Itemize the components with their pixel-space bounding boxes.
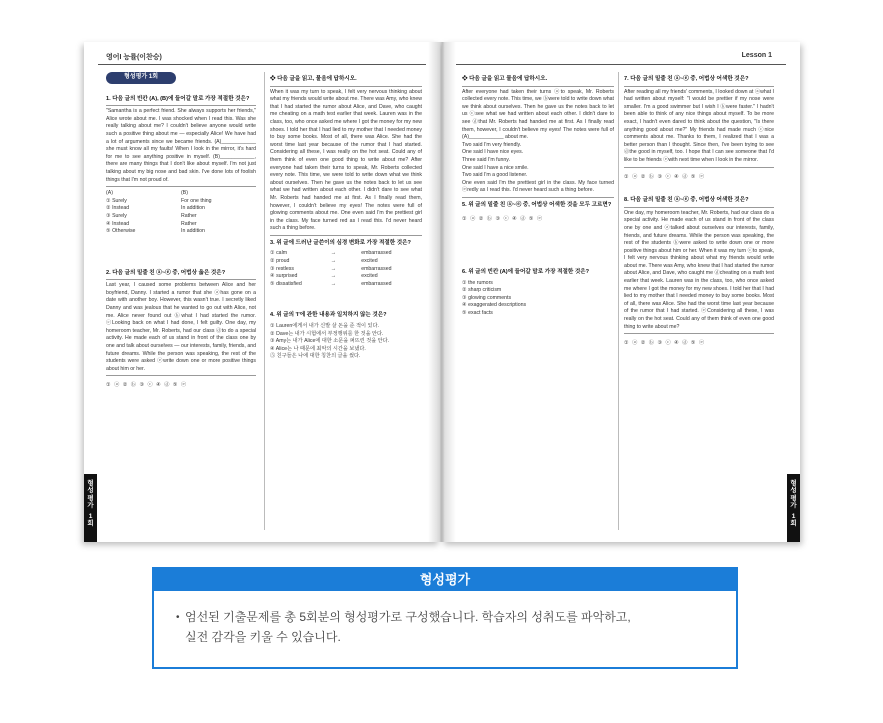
directions-title: ❖ 다음 글을 읽고, 물음에 답하시오. xyxy=(270,76,357,82)
question-5-answers: ① ⓐ ② ⓑ ③ ⓒ ④ ⓓ ⑤ ⓔ xyxy=(462,215,544,222)
header-divider xyxy=(456,64,786,65)
question-3-options xyxy=(270,250,422,288)
section-badge: 형성평가 1회 xyxy=(106,72,176,84)
option-item: ① the rumors xyxy=(462,279,493,286)
option-item: ② Dave는 내가 시험에서 부정행위를 한 것을 안다. xyxy=(270,330,384,337)
question-4-title: 4. 위 글의 'I'에 관한 내용과 일치하지 않는 것은? xyxy=(270,312,387,319)
question-4-options xyxy=(270,323,422,361)
reading-passage: When it was my turn to speak, I felt very nervous thinking about what my friends would write about me. There was Amy, who knew that I had started the rumor about Alice, and Dave, who caught me cheating on a math test earlier that week. Lauren was in the class, too, who once asked me where I got the money for my new shoes. I told her that I had lied to my mother that I needed money to buy some books. Most of all, there was Alice. She had the worst time last year because of the rumor that I had started. Considering all these, I was really on the hot seat. Could any of them think of even one good thing to write about me? After everyone had taken their turns to speak, Mr. Roberts collected every note. This time, we were told to write down what we think about ourselves. Then he gave us the notes back to let us see what we had written about each other. I didn't dare to see what Mr. Roberts had handed me at first. As I finally read them, however, I couldn't believe my eyes! The notes were full of glowing comments about me. One even said I'm the prettiest girl in the class. My face turned red as I read this. I'd never heard such a thing before. xyxy=(270,86,422,236)
left-column-1 xyxy=(106,72,256,530)
question-5-title: 5. 위 글의 밑줄 친 ⓐ~ⓔ 중, 어법상 어색한 것을 모두 고르면? xyxy=(462,201,612,208)
side-tab-left: 형 성 평 가 1 회 xyxy=(84,474,97,542)
question-6-options xyxy=(462,280,614,318)
option-row: ③ restless → embarrassed xyxy=(270,265,392,272)
option-row: ③ Surely Rather xyxy=(106,212,197,219)
option-item: ③ Amy는 내가 Alice에 대한 소문을 퍼뜨린 것을 안다. xyxy=(270,338,390,345)
option-row: ① Surely For one thing xyxy=(106,197,212,204)
option-row: ① calm → embarrassed xyxy=(270,250,392,257)
right-page xyxy=(442,42,800,542)
info-line-2: 실전 감각을 키울 수 있습니다. xyxy=(185,630,341,644)
option-item: ④ Alice는 나 때문에 최악의 시간을 보냈다. xyxy=(270,345,366,352)
question-8-title: 8. 다음 글의 밑줄 친 ⓐ~ⓔ 중, 어법상 어색한 것은? xyxy=(624,197,749,204)
option-row: ② Instead In addition xyxy=(106,205,205,212)
question-6-title: 6. 위 글의 빈칸 (A)에 들어갈 말로 가장 적절한 것은? xyxy=(462,269,590,276)
textbook-spread xyxy=(84,42,800,542)
option-row: ② proud → excited xyxy=(270,258,378,265)
directions-title: ❖ 다음 글을 읽고 물음에 답하시오. xyxy=(462,76,548,82)
option-row: ④ Instead Rather xyxy=(106,220,197,227)
reading-passage: After everyone had taken their turns ⓐto speak, Mr. Roberts collected every note. This time, we ⓑwere told to write down what we think about ourselves. Then he gave us the notes back to let us ⓒsee what we had written about each other. I didn't dare to see ⓓthat Mr. Roberts had handed me at first. As I finally read them, however, I couldn't believe my eyes! The notes were full of (A)____________ about me. Two said I'm very friendly. One said I have nice eyes. Three said I'm funny. One said I have a nice smile. Two said I'm a good listener. One even said I'm the prettiest girl in the class. My face turned ⓔredly as I read this. I'd never heard such a thing before. xyxy=(462,86,614,198)
question-8-passage: One day, my homeroom teacher, Mr. Roberts, had our class do a special activity. He made each of us stand in front of the class one by one and ⓐtalked about ourselves our interests, family, friends, and future dreams. While the person was speaking, the rest of the students ⓑwere asked to write down one or more positive things about him or her. When it was my turn ⓒto speak, I felt very nervous thinking about what my friends would write about me. There was Amy, who knew that I had started the rumor about Alice, and Dave, who caught me ⓓcheating on a math test earlier that week. Lauren was in the class, too, who once asked me where I got the money for my new shoes. I told her that I had lied to my mother that I needed money to buy some books. Most of all, there was Alice. She had the worst time last year because of the rumor that I had started. ⓔConsidering all these, I was really on the hot seat. Could any of them think of even one good thing to write about me? xyxy=(624,207,774,335)
side-tab-right: 형 성 평 가 1 회 xyxy=(787,474,800,542)
question-7-passage: After reading all my friends' comments, I looked down at ⓐwhat I had written about myself: "I would be prettier if my nose were smaller. I'm a good swimmer but I wish I ⓑwere faster." I hadn't been able to think of any nice things about myself. To be more exact, I hadn't even dared to think about the question, "Is there anything good about me?" My friends had made much ⓒnice comments about me. Thanks to them, I realized that I was a better person than I thought. Since then, I've been trying to see ⓓthe good in myself, too. I hope that I can see someone that I'd like to be friends ⓔwith next time when I look in the mirror. xyxy=(624,86,774,168)
options-header: (A) (B) xyxy=(106,190,188,197)
option-row: ⑤ Otherwise In addition xyxy=(106,228,205,235)
option-item: ⑤ exact facts xyxy=(462,310,493,317)
option-row: ⑤ dissatisfied → embarrassed xyxy=(270,280,392,287)
question-1-title: 1. 다음 글의 빈칸 (A), (B)에 들어갈 말로 가장 적절한 것은? xyxy=(106,95,250,102)
bullet-icon: • xyxy=(176,612,180,623)
option-row: ④ surprised → excited xyxy=(270,273,378,280)
option-item: ② sharp criticism xyxy=(462,287,502,294)
info-box-body xyxy=(154,591,736,647)
question-8-answers: ① ⓐ ② ⓑ ③ ⓒ ④ ⓓ ⑤ ⓔ xyxy=(624,340,706,347)
question-7-answers: ① ⓐ ② ⓑ ③ ⓒ ④ ⓓ ⑤ ⓔ xyxy=(624,173,706,180)
right-column-1 xyxy=(462,72,614,530)
question-1-options xyxy=(106,190,256,236)
header-divider xyxy=(98,64,426,65)
option-item: ③ glowing comments xyxy=(462,294,512,301)
question-1-passage: "Samantha is a perfect friend. She always supports her friends," Alice wrote about me. I was shocked when I read this. Was she really talking about me? I couldn't believe anyone would write such a positive thing about me — especially Alice! We have had a lot of arguments since we became friends. (A)____________ she must know all my faults! When I look in the mirror, it's hard for me to see anything positive in myself. (B)____________, there are many things that I don't like about myself. I'm not just talking about my big nose and bad skin. I've done lots of foolish things that I'm not proud of. xyxy=(106,105,256,187)
column-divider xyxy=(264,72,265,530)
column-divider xyxy=(618,72,619,530)
option-item: ① Lauren에게서 내가 신발 살 돈을 준 적이 있다. xyxy=(270,323,379,330)
info-box xyxy=(152,567,738,669)
right-column-2 xyxy=(624,72,774,530)
info-line-1: 엄선된 기출문제를 총 5회분의 형성평가로 구성했습니다. 학습자의 성취도를 파악하고, xyxy=(185,610,631,624)
option-item: ④ exaggerated descriptions xyxy=(462,302,527,309)
page-header-title: 영어I 능률(이찬승) xyxy=(106,54,162,61)
question-2-title: 2. 다음 글의 밑줄 친 ⓐ~ⓔ 중, 어법상 옳은 것은? xyxy=(106,269,226,276)
info-box-title: 형성평가 xyxy=(154,569,736,591)
question-2-passage: Last year, I caused some problems between Alice and her boyfriend, Danny. I started a rumor that she ⓐhas gone on a date with another boy. However, this wasn't true. I secretly liked Danny and was jealous that he wanted to go out with Alice, not me. Alice never found out ⓑwhat I had started the rumor. ⓒLooking back on what I had done, I felt guilty. One day, my homeroom teacher, Mr. Roberts, had our class ⓓto do a special activity. He made each of us stand in front of the class one by one and talk about ourselves — our interests, family, friends, and future dreams. While the person was speaking, the rest of the students were asked ⓔwrite down one or more positive things about him or her. xyxy=(106,279,256,376)
left-column-2 xyxy=(270,72,422,530)
question-2-answers: ① ⓐ ② ⓑ ③ ⓒ ④ ⓓ ⑤ ⓔ xyxy=(106,382,188,389)
left-page xyxy=(84,42,440,542)
option-item: ⑤ 친구들은 나에 대한 칭찬의 글을 썼다. xyxy=(270,353,361,360)
question-3-title: 3. 위 글에 드러난 글쓴이의 심경 변화로 가장 적절한 것은? xyxy=(270,239,411,246)
question-7-title: 7. 다음 글의 밑줄 친 ⓐ~ⓔ 중, 어법상 어색한 것은? xyxy=(624,76,749,82)
page-header-lesson: Lesson 1 xyxy=(741,52,772,59)
